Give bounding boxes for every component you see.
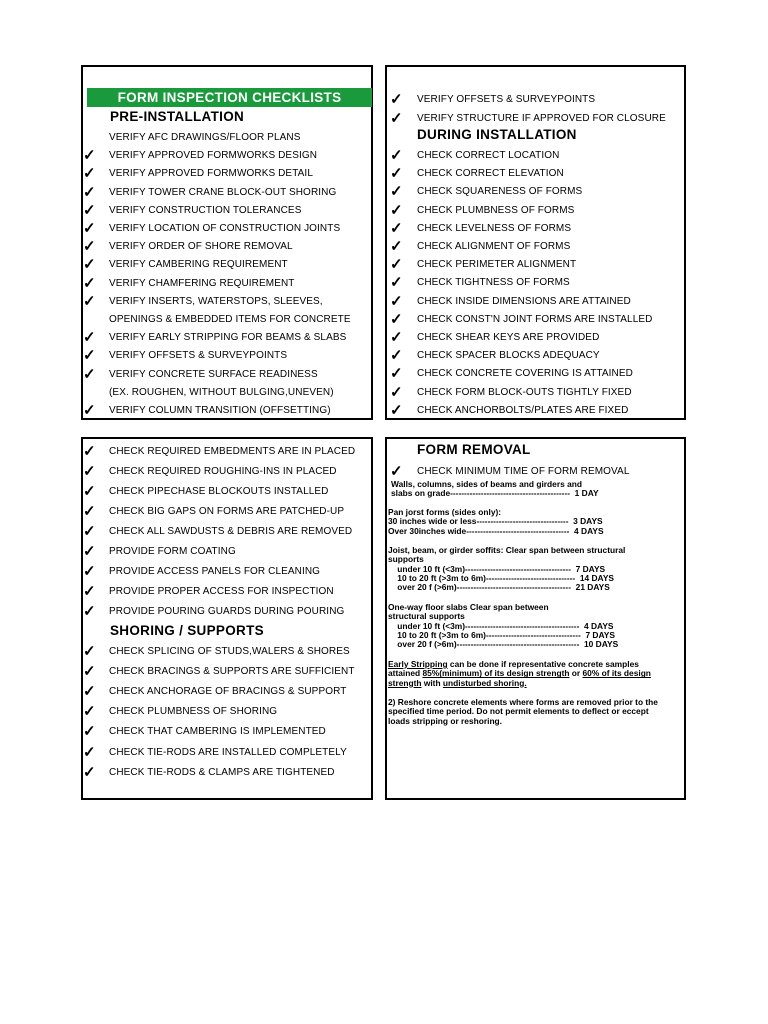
checklist-box-pre-installation bbox=[81, 65, 373, 420]
checklist-item: CHECK PERIMETER ALIGNMENT bbox=[417, 259, 577, 271]
checklist-item: CHECK LEVELNESS OF FORMS bbox=[417, 222, 572, 234]
checklist-item: PROVIDE PROPER ACCESS FOR INSPECTION bbox=[109, 586, 334, 597]
check-icon: ✓ bbox=[83, 502, 96, 520]
checklist-item: VERIFY CONSTRUCTION TOLERANCES bbox=[109, 204, 302, 216]
check-icon: ✓ bbox=[83, 742, 96, 761]
section-heading-form-removal: FORM REMOVAL bbox=[417, 442, 531, 457]
checklist-item: CHECK BIG GAPS ON FORMS ARE PATCHED-UP bbox=[109, 506, 345, 517]
note-line: specified time period. Do not permit elements to deflect or eccept bbox=[388, 706, 649, 717]
check-icon: ✓ bbox=[83, 702, 96, 721]
checklist-item: VERIFY STRUCTURE IF APPROVED FOR CLOSURE bbox=[417, 112, 666, 124]
note-line: under 10 ft (<3m)-------------------------------------- 7 DAYS bbox=[388, 563, 606, 574]
checklist-item: PROVIDE FORM COATING bbox=[109, 546, 236, 557]
note-line: supports bbox=[388, 554, 424, 565]
removal-note-reshore bbox=[388, 698, 658, 726]
note-line: 30 inches wide or less--------------------------------- 3 DAYS bbox=[388, 516, 603, 527]
removal-note-pan-joist bbox=[388, 508, 604, 536]
note-line: undisturbed shoring. bbox=[442, 677, 527, 688]
checklist-item: VERIFY OFFSETS & SURVEYPOINTS bbox=[417, 94, 596, 105]
check-icon: ✓ bbox=[83, 602, 96, 620]
checklist-item: VERIFY LOCATION OF CONSTRUCTION JOINTS bbox=[109, 223, 341, 234]
checklist-item: CHECK TIE-RODS ARE INSTALLED COMPLETELY bbox=[109, 746, 347, 758]
checklist-box-shoring bbox=[81, 437, 373, 800]
checklist-box-form-removal bbox=[385, 437, 686, 800]
check-icon: ✓ bbox=[83, 662, 96, 681]
checklist-item: CHECK FORM BLOCK-OUTS TIGHTLY FIXED bbox=[417, 386, 632, 398]
check-icon: ✓ bbox=[83, 237, 96, 256]
check-icon: ✓ bbox=[83, 462, 96, 480]
section-heading-during-installation: DURING INSTALLATION bbox=[417, 127, 577, 142]
removal-note-one-way-slabs bbox=[388, 603, 618, 649]
checklist-title: FORM INSPECTION CHECKLISTS bbox=[87, 88, 372, 107]
note-line: 60% of its design bbox=[582, 668, 651, 679]
check-icon: ✓ bbox=[83, 364, 96, 383]
check-icon: ✓ bbox=[390, 364, 403, 383]
section-heading-pre-installation: PRE-INSTALLATION bbox=[110, 109, 245, 124]
checklist-item: (EX. ROUGHEN, WITHOUT BULGING,UNEVEN) bbox=[109, 386, 334, 398]
note-line: attained bbox=[388, 668, 423, 679]
check-icon: ✓ bbox=[390, 255, 403, 274]
check-icon: ✓ bbox=[83, 542, 96, 560]
checklist-item: CHECK BRACINGS & SUPPORTS ARE SUFFICIENT bbox=[109, 666, 355, 678]
note-line: slabs on grade------------------------------------------- 1 DAY bbox=[391, 488, 599, 499]
note-line: strength bbox=[388, 677, 422, 688]
check-icon: ✓ bbox=[390, 400, 403, 419]
check-icon: ✓ bbox=[83, 482, 96, 500]
note-line: under 10 ft (<3m)----------------------------------------- 4 DAYS bbox=[388, 620, 614, 631]
section-heading-shoring-supports: SHORING / SUPPORTS bbox=[110, 623, 264, 638]
checklist-item: CHECK SPLICING OF STUDS,WALERS & SHORES bbox=[109, 646, 350, 657]
checklist-item: CHECK CORRECT ELEVATION bbox=[417, 168, 564, 180]
checklist-item: OPENINGS & EMBEDDED ITEMS FOR CONCRETE bbox=[109, 314, 351, 325]
check-icon: ✓ bbox=[83, 442, 96, 460]
check-icon: ✓ bbox=[83, 328, 96, 347]
checklist-item: CHECK TIE-RODS & CLAMPS ARE TIGHTENED bbox=[109, 766, 335, 778]
checklist-item: VERIFY CONCRETE SURFACE READINESS bbox=[109, 368, 318, 380]
checklist-item: CHECK THAT CAMBERING IS IMPLEMENTED bbox=[109, 726, 326, 738]
checklist-item: CHECK ANCHORAGE OF BRACINGS & SUPPORT bbox=[109, 686, 347, 698]
check-icon: ✓ bbox=[390, 108, 403, 127]
check-icon: ✓ bbox=[390, 328, 403, 346]
checklist-item: VERIFY APPROVED FORMWORKS DESIGN bbox=[109, 150, 318, 162]
checklist-item: CHECK SQUARENESS OF FORMS bbox=[417, 186, 583, 198]
note-line: Walls, columns, sides of beams and girders and bbox=[391, 479, 582, 489]
check-icon: ✓ bbox=[390, 90, 403, 108]
note-line: loads stripping or reshoring. bbox=[388, 715, 503, 726]
checklist-item: VERIFY ORDER OF SHORE REMOVAL bbox=[109, 241, 293, 253]
checklist-item: CHECK INSIDE DIMENSIONS ARE ATTAINED bbox=[417, 295, 631, 307]
checklist-item: CHECK REQUIRED ROUGHING-INS IN PLACED bbox=[109, 466, 337, 477]
note-line: or bbox=[569, 668, 583, 679]
note-line: Early Stripping bbox=[388, 659, 448, 669]
checklist-item: CHECK ANCHORBOLTS/PLATES ARE FIXED bbox=[417, 404, 629, 416]
checklist-item: CHECK CONST'N JOINT FORMS ARE INSTALLED bbox=[417, 313, 653, 325]
checklist-item: CHECK ALIGNMENT OF FORMS bbox=[417, 241, 571, 252]
checklist-item: CHECK CONCRETE COVERING IS ATTAINED bbox=[417, 368, 633, 380]
checklist-item: CHECK REQUIRED EMBEDMENTS ARE IN PLACED bbox=[109, 446, 356, 457]
check-icon: ✓ bbox=[83, 642, 96, 660]
checklist-item: VERIFY AFC DRAWINGS/FLOOR PLANS bbox=[109, 132, 301, 143]
checklist-item: VERIFY CAMBERING REQUIREMENT bbox=[109, 259, 288, 271]
check-icon: ✓ bbox=[390, 309, 403, 328]
checklist-item: VERIFY APPROVED FORMWORKS DETAIL bbox=[109, 168, 313, 180]
check-icon: ✓ bbox=[83, 273, 96, 292]
check-icon: ✓ bbox=[83, 562, 96, 580]
checklist-item: CHECK SPACER BLOCKS ADEQUACY bbox=[417, 350, 600, 362]
checklist-item: VERIFY CHAMFERING REQUIREMENT bbox=[109, 277, 295, 289]
check-icon: ✓ bbox=[390, 200, 403, 219]
check-icon: ✓ bbox=[83, 164, 96, 183]
check-icon: ✓ bbox=[83, 200, 96, 219]
check-icon: ✓ bbox=[83, 401, 96, 419]
note-line: 2) Reshore concrete elements where forms are removed prior to the bbox=[388, 697, 658, 707]
note-line: Pan jorst forms (sides only): bbox=[388, 507, 502, 517]
check-icon: ✓ bbox=[83, 762, 96, 781]
check-icon: ✓ bbox=[390, 218, 403, 237]
removal-note-soffits bbox=[388, 546, 625, 592]
note-line: 85%(minimum) of its design strength bbox=[422, 668, 570, 679]
check-icon: ✓ bbox=[83, 682, 96, 701]
check-icon: ✓ bbox=[390, 273, 403, 292]
checklist-item: CHECK TIGHTNESS OF FORMS bbox=[417, 277, 570, 289]
checklist-item: CHECK SHEAR KEYS ARE PROVIDED bbox=[417, 332, 600, 343]
check-icon: ✓ bbox=[390, 164, 403, 183]
checklist-item: PROVIDE ACCESS PANELS FOR CLEANING bbox=[109, 566, 321, 577]
note-line: over 20 f (>6m)-------------------------------------------- 10 DAYS bbox=[388, 639, 619, 650]
checklist-item: VERIFY INSERTS, WATERSTOPS, SLEEVES, bbox=[109, 295, 323, 307]
check-icon: ✓ bbox=[83, 255, 96, 274]
check-icon: ✓ bbox=[390, 237, 403, 255]
check-icon: ✓ bbox=[390, 182, 403, 201]
check-icon: ✓ bbox=[83, 582, 96, 600]
check-icon: ✓ bbox=[390, 346, 403, 365]
checklist-item: VERIFY EARLY STRIPPING FOR BEAMS & SLABS bbox=[109, 332, 347, 344]
check-icon: ✓ bbox=[83, 146, 96, 165]
note-line: can be done if representative concrete samples bbox=[447, 659, 639, 669]
removal-note-walls bbox=[391, 480, 599, 499]
note-line: structural supports bbox=[388, 611, 465, 622]
checklist-box-during-installation bbox=[385, 65, 686, 420]
note-line: Over 30inches wide------------------------------------- 4 DAYS bbox=[388, 525, 604, 536]
checklist-item: CHECK ALL SAWDUSTS & DEBRIS ARE REMOVED bbox=[109, 526, 353, 537]
note-line: 10 to 20 ft (>3m to 6m)-------------------------------- 14 DAYS bbox=[388, 572, 615, 583]
note-line: over 20 f (>6m)----------------------------------------- 21 DAYS bbox=[388, 582, 610, 593]
removal-note-early-stripping bbox=[388, 660, 651, 688]
checklist-item: CHECK PIPECHASE BLOCKOUTS INSTALLED bbox=[109, 486, 329, 497]
checklist-item: PROVIDE POURING GUARDS DURING POURING bbox=[109, 606, 345, 617]
check-icon: ✓ bbox=[390, 146, 403, 164]
check-icon: ✓ bbox=[390, 462, 403, 480]
checklist-item: CHECK MINIMUM TIME OF FORM REMOVAL bbox=[417, 466, 630, 477]
checklist-item: VERIFY TOWER CRANE BLOCK-OUT SHORING bbox=[109, 186, 337, 198]
check-icon: ✓ bbox=[83, 219, 96, 237]
note-line: Joist, beam, or girder soffits: Clear span between structural bbox=[388, 545, 626, 555]
check-icon: ✓ bbox=[83, 522, 96, 540]
check-icon: ✓ bbox=[83, 346, 96, 365]
note-line: One-way floor slabs Clear span between bbox=[388, 602, 549, 612]
check-icon: ✓ bbox=[83, 291, 96, 310]
check-icon: ✓ bbox=[83, 722, 96, 741]
checklist-item: VERIFY OFFSETS & SURVEYPOINTS bbox=[109, 350, 288, 362]
note-line: 10 to 20 ft (>3m to 6m)---------------------------------- 7 DAYS bbox=[388, 629, 615, 640]
note-line: with bbox=[421, 677, 443, 688]
check-icon: ✓ bbox=[390, 382, 403, 401]
checklist-item: VERIFY COLUMN TRANSITION (OFFSETTING) bbox=[109, 405, 331, 416]
checklist-item: CHECK PLUMBNESS OF FORMS bbox=[417, 204, 575, 216]
check-icon: ✓ bbox=[390, 291, 403, 310]
checklist-item: CHECK CORRECT LOCATION bbox=[417, 150, 560, 161]
checklist-item: CHECK PLUMBNESS OF SHORING bbox=[109, 706, 278, 718]
check-icon: ✓ bbox=[83, 182, 96, 201]
